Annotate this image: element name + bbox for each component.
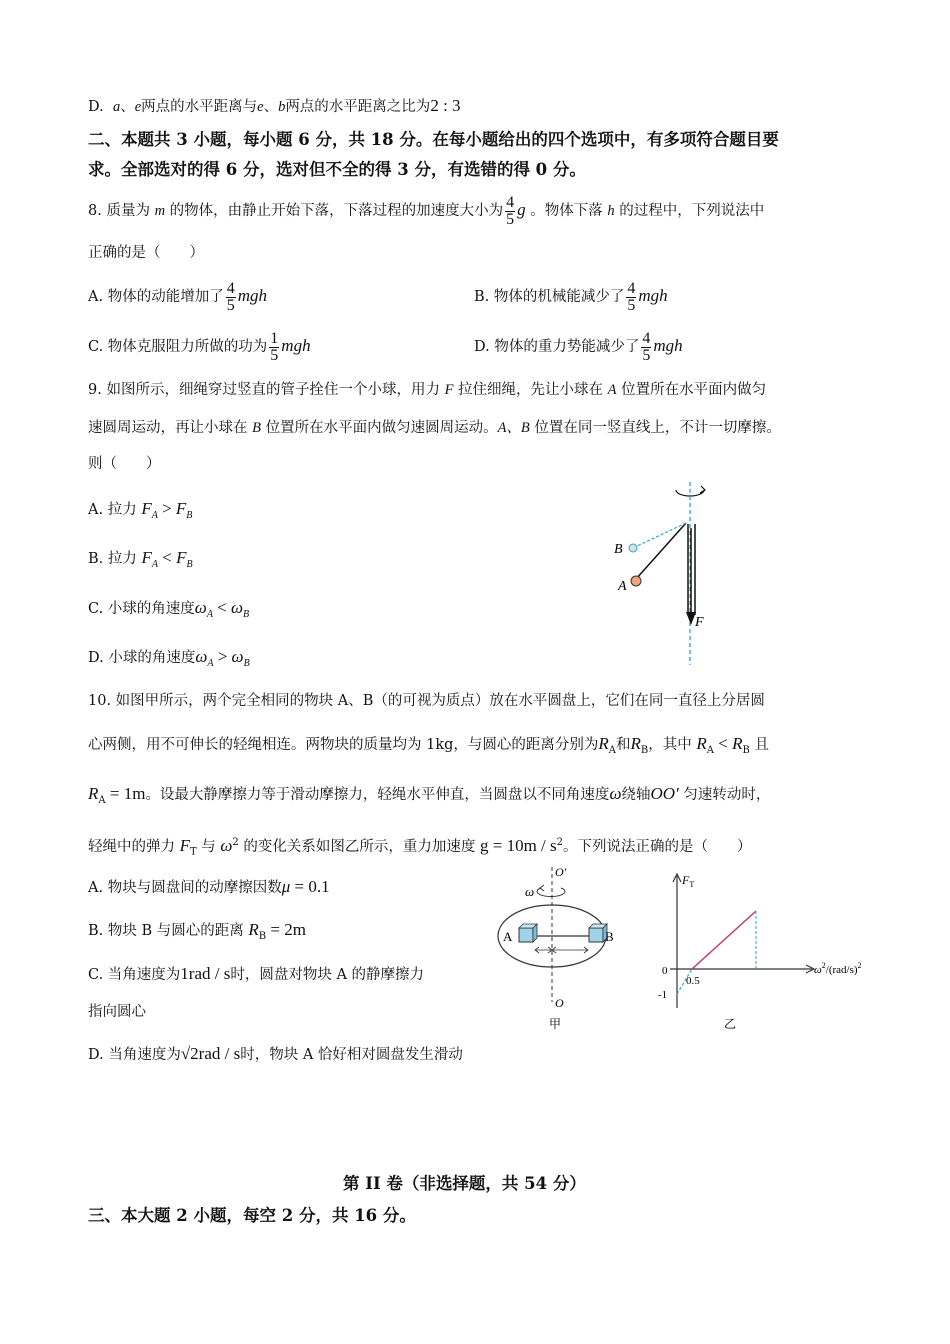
q8-option-b: B. 物体的机械能减少了 $\frac{4}{5}$ mgh xyxy=(474,279,668,314)
q10-stem-cont3: 轻绳中的弹力 $F_T$ 与 $\omega^2$ 的变化关系如图乙所示，重力加速度 $g = 10m / s^2$。下列说法正确的是（ ） xyxy=(88,835,752,858)
q10-stem-cont: 心两侧，用不可伸长的轻绳相连。两物块的质量均为 1kg，与圆心的距离分别为$R_A$和$R_B$，其中 $R_A < R_B$ 且 xyxy=(88,734,769,756)
block-a xyxy=(519,928,533,942)
tick-neg1: -1 xyxy=(658,989,668,1001)
q8-option-d: D. 物体的重力势能减少了 $\frac{4}{5}$ mgh xyxy=(474,329,683,364)
q9-option-c: C. 小球的角速度$\omega_A < \omega_B$ xyxy=(88,598,250,620)
section-2-heading: 二、本题共 3 小题，每小题 6 分，共 18 分。在每小题给出的四个选项中，有多项符合题目要 xyxy=(88,130,779,149)
q9-option-b: B. 拉力 $F_A < F_B$ xyxy=(88,548,193,570)
label-a: A xyxy=(618,579,627,594)
tick-05: 0.5 xyxy=(686,975,700,987)
q7-option-d: D. a、e两点的水平距离与e、b两点的水平距离之比为2 : 3 xyxy=(88,96,461,115)
q9-tube-figure xyxy=(600,480,730,670)
caption-jia: 甲 xyxy=(549,1017,562,1031)
q10-stem: 10. 如图甲所示，两个完全相同的物块 A、B（的可视为质点）放在水平圆盘上，它们在同一直径上分居圆 xyxy=(88,693,765,709)
tick-zero: 0 xyxy=(662,965,668,977)
string-b xyxy=(633,523,686,548)
q10-option-c: C. 当角速度为1rad / s时，圆盘对物块 A 的静摩擦力 xyxy=(88,964,425,983)
q10-option-a: A. 物块与圆盘间的动摩擦因数μ = 0.1 xyxy=(88,877,330,896)
q9-stem-cont2: 则（ ） xyxy=(88,456,161,472)
fraction: $\frac{4}{5}$ xyxy=(506,193,515,228)
x-label: $\omega^2/(rad/s)^2$ xyxy=(814,961,862,976)
ball-a xyxy=(631,576,641,586)
q9-stem-cont: 速圆周运动，再让小球在 B 位置所在水平面内做匀速圆周运动。A、B 位置在同一竖直线上，不计一切摩擦。 xyxy=(88,420,781,436)
label-b: B xyxy=(605,929,614,944)
label-o-prime: O′ xyxy=(555,865,567,879)
q8-stem: 8. 质量为 m 的物体，由静止开始下落，下落过程的加速度大小为 $\frac{4}{5}$ g 。物体下落 h 的过程中，下列说法中 xyxy=(88,193,765,228)
y-label: $F_T$ xyxy=(682,873,695,889)
label-b: B xyxy=(614,542,623,557)
label-o: O xyxy=(555,996,564,1010)
q9-option-a: A. 拉力 $F_A > F_B$ xyxy=(88,499,193,521)
q10-stem-cont2: $R_A = 1m$。设最大静摩擦力等于滑动摩擦力，轻绳水平伸直，当圆盘以不同角速度ω绕轴OO′ 匀速转动时， xyxy=(88,784,771,806)
label-f: F xyxy=(695,615,704,630)
q8-stem-cont: 正确的是（ ） xyxy=(88,245,204,261)
string-a xyxy=(636,523,686,579)
q8-option-c: C. 物体克服阻力所做的功为 $\frac{1}{5}$ mgh xyxy=(88,329,311,364)
q9-option-d: D. 小球的角速度$\omega_A > \omega_B$ xyxy=(88,647,250,669)
q10-figure-jia xyxy=(495,862,625,1032)
tension-line xyxy=(692,911,756,969)
ball-b xyxy=(629,544,637,552)
q10-option-b: B. 物块 B 与圆心的距离 $R_B = 2m$ xyxy=(88,920,306,942)
q10-figure-yi xyxy=(652,868,882,1033)
q9-stem: 9. 如图所示，细绳穿过竖直的管子拴住一个小球，用力 F 拉住细绳，先让小球在 A 位置所在水平面内做匀 xyxy=(88,382,767,398)
q10-option-c-cont: 指向圆心 xyxy=(88,1004,146,1020)
label-omega: ω xyxy=(525,884,535,899)
q10-option-d: D. 当角速度为√2rad / s时，物块 A 恰好相对圆盘发生滑动 xyxy=(88,1044,463,1063)
block-b xyxy=(589,928,603,942)
part-2-title: 第 II 卷（非选择题，共 54 分） xyxy=(343,1174,586,1193)
label-a: A xyxy=(503,929,513,944)
section-3-heading: 三、本大题 2 小题，每空 2 分，共 16 分。 xyxy=(88,1206,416,1225)
q8-option-a: A. 物体的动能增加了 $\frac{4}{5}$ mgh xyxy=(88,279,267,314)
caption-yi: 乙 xyxy=(724,1017,737,1031)
section-2-heading-cont: 求。全部选对的得 6 分，选对但不全的得 3 分，有选错的得 0 分。 xyxy=(88,160,586,179)
